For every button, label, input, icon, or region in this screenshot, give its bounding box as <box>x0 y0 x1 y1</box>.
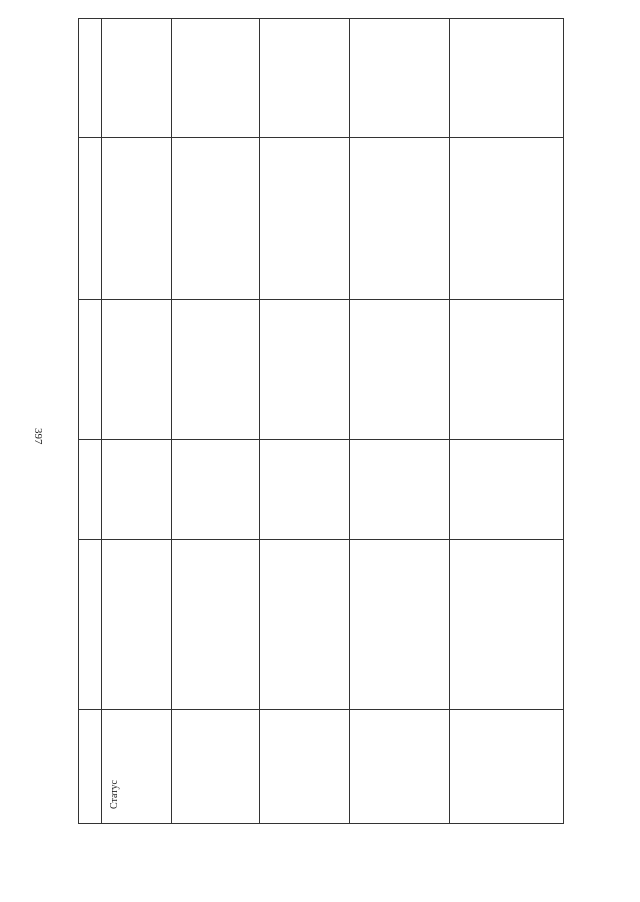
table-row-divider <box>79 439 563 440</box>
table-col-divider <box>101 19 102 823</box>
table-row-divider <box>79 709 563 710</box>
table-row-divider <box>79 299 563 300</box>
page-number: 397 <box>32 428 44 445</box>
table-col-divider <box>349 19 350 823</box>
status-header: Статус <box>109 780 120 809</box>
table-row-divider <box>79 539 563 540</box>
table-col-divider <box>171 19 172 823</box>
table-col-divider <box>449 19 450 823</box>
table-col-divider <box>259 19 260 823</box>
budget-table <box>78 18 564 824</box>
table-row-divider <box>79 137 563 138</box>
